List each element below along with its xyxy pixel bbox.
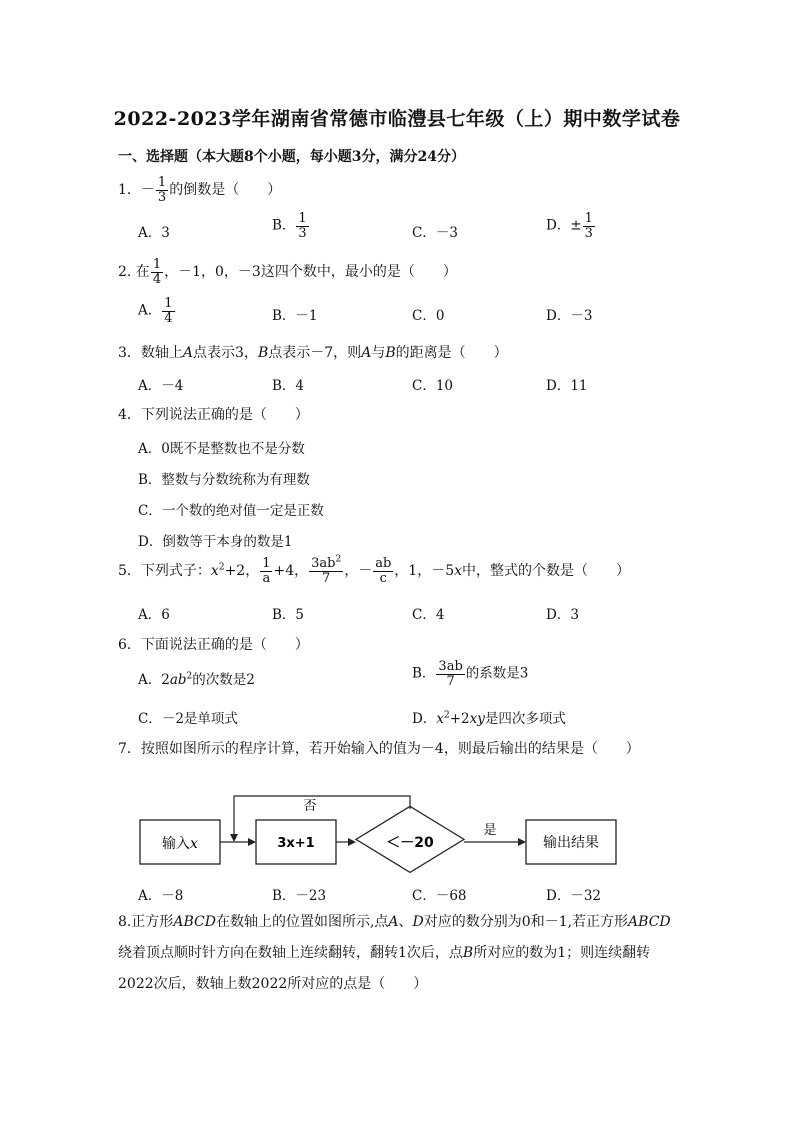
q5-f3-den: c xyxy=(379,570,387,586)
q8-t6: 所对应的数为1；则连续翻转2022次后，数轴上数2022所对应的点是（ ） xyxy=(118,945,651,992)
q5-option-a: A．6 xyxy=(138,607,170,623)
q5-frac2 xyxy=(309,554,343,586)
q2-fraction xyxy=(151,258,163,286)
flow-loop-line xyxy=(234,796,410,838)
q8-t1: 8.正方形 xyxy=(118,914,174,930)
q6-a-ab: ab xyxy=(169,672,187,688)
q6-a-sup: 2 xyxy=(186,671,193,682)
q6-d-t3: 是四次多项式 xyxy=(484,711,566,727)
flow-condition-label: ＜－20 xyxy=(386,835,434,851)
q6-b-num: 3ab xyxy=(438,659,463,674)
q5-f2-sup: 2 xyxy=(335,554,342,565)
flow-arrow-1-head xyxy=(248,838,256,846)
q8-t5: 绕着顶点顺时针方向在数轴上连续翻转，翻转1次后，点 xyxy=(118,945,463,961)
q6-d-xy: xy xyxy=(469,711,485,727)
question-7: 7．按照如图所示的程序计算，若开始输入的值为－4，则最后输出的结果是（ ） xyxy=(118,741,640,757)
q5-f2-den: 7 xyxy=(322,570,331,586)
flow-loop-head xyxy=(230,834,238,842)
q6-option-a xyxy=(138,668,255,688)
q4-option-a: A．0既不是整数也不是分数 xyxy=(138,441,305,457)
q5-sup: 2 xyxy=(218,562,225,573)
q3-point-a2: A xyxy=(361,345,372,361)
q2-option-c: C．0 xyxy=(412,308,445,324)
question-2 xyxy=(118,258,457,286)
page-title: 2022-2023学年湖南省常德市临澧县七年级（上）期中数学试卷 xyxy=(113,108,681,130)
q3-t4: 与 xyxy=(371,345,386,361)
q5-x: x xyxy=(210,563,219,580)
q2-frac-den: 4 xyxy=(152,271,162,287)
q5-f1-den: a xyxy=(262,570,271,586)
q2-prefix: 2. 在 xyxy=(118,264,150,281)
q6-option-b xyxy=(412,660,528,688)
q1-d-den: 3 xyxy=(584,225,593,241)
q5-f1-num: 1 xyxy=(262,556,271,571)
q5-t2: +2， xyxy=(224,563,260,580)
q1-fraction xyxy=(156,176,168,204)
q6-d-sup: 2 xyxy=(443,710,450,721)
q2-a-num: 1 xyxy=(164,296,173,311)
q1-option-d xyxy=(546,212,596,240)
q6-option-c: C．－2是单项式 xyxy=(138,711,238,727)
q1-d-fraction xyxy=(583,212,595,240)
q5-option-b: B．5 xyxy=(272,607,305,623)
q3-point-a: A xyxy=(182,345,194,361)
q3-option-b: B．4 xyxy=(272,378,305,394)
q7-option-a: A．－8 xyxy=(138,888,184,904)
q2-option-b: B．－1 xyxy=(272,308,318,324)
q8-t3: 、 xyxy=(398,914,413,930)
q5-option-d: D．3 xyxy=(546,607,579,623)
q1-d-num: 1 xyxy=(584,211,593,226)
q1-option-c: C．－3 xyxy=(412,225,458,241)
q6-b-t2: 的系数是3 xyxy=(465,665,529,682)
q5-f2-num-text: 3ab xyxy=(311,556,336,571)
q3-option-d: D．11 xyxy=(546,378,588,394)
q6-option-d xyxy=(412,707,566,727)
q1-frac-num: 1 xyxy=(157,175,167,190)
q6-a-t2: 的次数是2 xyxy=(192,672,255,688)
q8-t4: 对应的数分别为0和－1,若正方形 xyxy=(423,914,629,930)
q2-option-a xyxy=(138,297,176,325)
flow-output-label: 输出结果 xyxy=(543,835,599,851)
q1-text: 的倒数是（ ） xyxy=(169,182,282,199)
q1-frac-den: 3 xyxy=(157,189,167,205)
q8-point-a: A xyxy=(388,914,399,930)
question-6: 6．下面说法正确的是（ ） xyxy=(118,637,309,653)
q5-frac3 xyxy=(373,557,393,585)
q3-t3: 点表示－7，则 xyxy=(268,345,362,361)
q7-option-b: B．－23 xyxy=(272,888,327,904)
q2-frac-num: 1 xyxy=(152,257,162,272)
q1-b-num: 1 xyxy=(298,211,307,226)
q2-a-fraction xyxy=(162,297,174,325)
q3-point-b2: B xyxy=(385,345,396,361)
q6-b-den: 7 xyxy=(446,673,455,689)
q3-point-b: B xyxy=(257,345,269,361)
section-heading: 一、选择题（本大题8个小题，每小题3分，满分24分） xyxy=(118,149,465,165)
q5-x2: x xyxy=(454,563,463,580)
q2-a-den: 4 xyxy=(164,310,173,326)
q5-f2-num xyxy=(309,554,343,572)
q4-option-b: B．整数与分数统称为有理数 xyxy=(138,472,310,488)
question-1 xyxy=(118,176,281,204)
q5-f3-num: ab xyxy=(375,556,392,571)
flow-yes-label: 是 xyxy=(483,823,497,838)
q6-d-t1: D． xyxy=(412,711,437,727)
q1-option-a: A．3 xyxy=(138,225,170,241)
q3-t5: 的距离是（ ） xyxy=(395,345,508,361)
question-5 xyxy=(118,554,631,586)
flow-no-label: 否 xyxy=(303,799,317,814)
flow-calc-label: 3x+1 xyxy=(277,836,315,851)
q1-option-b xyxy=(272,212,310,240)
q4-option-d: D．倒数等于本身的数是1 xyxy=(138,534,293,550)
q2-a-label: A． xyxy=(138,302,162,319)
q6-a-t1: A．2 xyxy=(138,672,170,688)
q5-t4: ，1，－5 xyxy=(394,563,455,580)
flow-input-label: 输入x xyxy=(162,836,198,852)
q1-number: 1． xyxy=(118,182,141,199)
q8-point-d: D xyxy=(412,914,424,930)
q5-frac1 xyxy=(260,557,272,585)
question-8 xyxy=(118,907,678,1000)
flowchart xyxy=(130,788,630,874)
q7-option-c: C．－68 xyxy=(412,888,467,904)
q8-abcd: ABCD xyxy=(173,914,216,930)
question-3 xyxy=(118,342,508,362)
q5-neg: － xyxy=(358,563,373,580)
q1-b-den: 3 xyxy=(298,225,307,241)
question-4: 4．下列说法正确的是（ ） xyxy=(118,407,309,423)
q6-b-t1: B． xyxy=(412,665,436,682)
flow-arrow-2-head xyxy=(348,838,356,846)
q6-b-fraction xyxy=(436,660,464,688)
q2-option-d: D．－3 xyxy=(546,308,593,324)
q4-option-c: C．一个数的绝对值一定是正数 xyxy=(138,503,324,519)
q5-t5: 中，整式的个数是（ ） xyxy=(462,563,631,580)
q5-option-c: C．4 xyxy=(412,607,445,623)
q8-abcd2: ABCD xyxy=(628,914,671,930)
q1-neg: － xyxy=(140,182,155,199)
q8-point-b: B xyxy=(462,945,474,961)
q5-t3: +4， xyxy=(273,563,309,580)
q5-t1: 5．下列式子： xyxy=(118,563,211,580)
q3-option-c: C．10 xyxy=(412,378,454,394)
q1-d-label: D．± xyxy=(546,217,582,234)
q1-b-label: B． xyxy=(272,217,296,234)
q6-d-x: x xyxy=(436,711,444,727)
q2-text: ，－1，0，－3这四个数中，最小的是（ ） xyxy=(164,264,457,281)
flow-arrow-yes-head xyxy=(518,838,526,846)
q8-t2: 在数轴上的位置如图所示,点 xyxy=(215,914,389,930)
q5-sep: ， xyxy=(344,563,359,580)
q7-option-d: D．－32 xyxy=(546,888,602,904)
q6-d-t2: +2 xyxy=(449,711,470,727)
q1-b-fraction xyxy=(296,212,308,240)
q3-option-a: A．－4 xyxy=(138,378,184,394)
q3-t2: 点表示3， xyxy=(193,345,258,361)
q3-t1: 3．数轴上 xyxy=(118,345,183,361)
